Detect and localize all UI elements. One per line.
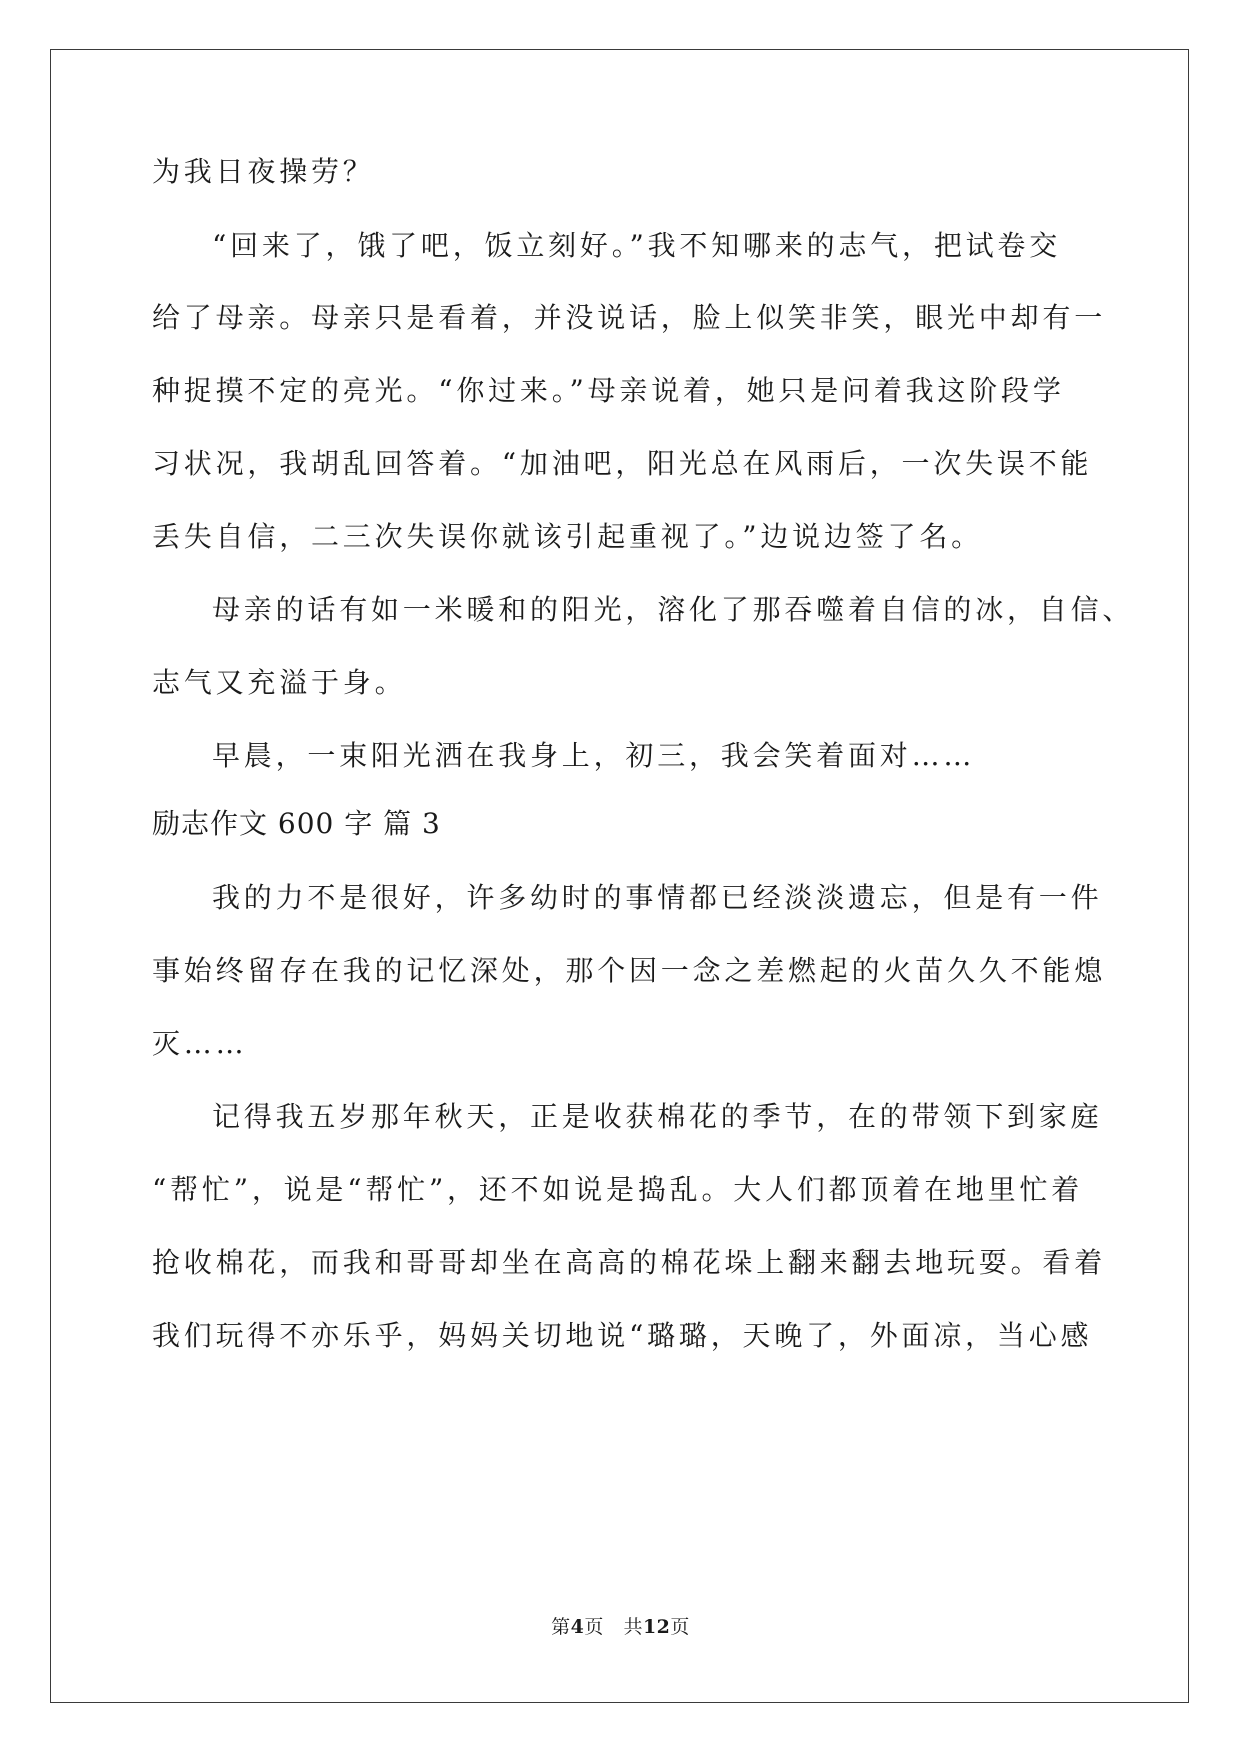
footer-prefix: 第 bbox=[551, 1616, 571, 1638]
text-line: 习状况，我胡乱回答着。“加油吧，阳光总在风雨后，一次失误不能 bbox=[152, 447, 1093, 480]
text-line: 我们玩得不亦乐乎，妈妈关切地说“璐璐，天晚了，外面凉，当心感 bbox=[152, 1319, 1093, 1352]
text-line: 种捉摸不定的亮光。“你过来。”母亲说着，她只是问着我这阶段学 bbox=[152, 374, 1065, 407]
text-line: 灭…… bbox=[152, 1027, 248, 1060]
footer-suffix: 页 bbox=[670, 1616, 690, 1638]
text-line: 抢收棉花，而我和哥哥却坐在高高的棉花垛上翻来翻去地玩耍。看着 bbox=[152, 1246, 1107, 1279]
page-footer bbox=[0, 1612, 1241, 1639]
current-page-number: 4 bbox=[570, 1616, 585, 1638]
section-heading: 励志作文 600 字 篇 3 bbox=[152, 807, 441, 840]
text-line: 事始终留存在我的记忆深处，那个因一念之差燃起的火苗久久不能熄 bbox=[152, 954, 1107, 987]
text-line: 我的力不是很好，许多幼时的事情都已经淡淡遗忘，但是有一件 bbox=[212, 881, 1103, 914]
text-line: 为我日夜操劳？ bbox=[152, 155, 375, 188]
text-line: 母亲的话有如一米暖和的阳光，溶化了那吞噬着自信的冰，自信、 bbox=[212, 593, 1135, 626]
text-line: “回来了，饿了吧，饭立刻好。”我不知哪来的志气，把试卷交 bbox=[212, 229, 1062, 262]
text-line: 早晨，一束阳光洒在我身上，初三，我会笑着面对…… bbox=[212, 739, 976, 772]
text-line: 记得我五岁那年秋天，正是收获棉花的季节，在的带领下到家庭 bbox=[212, 1100, 1103, 1133]
page-frame bbox=[50, 49, 1189, 1703]
text-line: 丢失自信，二三次失误你就该引起重视了。”边说边签了名。 bbox=[152, 520, 983, 553]
text-line: 志气又充溢于身。 bbox=[152, 666, 407, 699]
text-line: 给了母亲。母亲只是看着，并没说话，脸上似笑非笑，眼光中却有一 bbox=[152, 301, 1107, 334]
footer-mid: 页 共 bbox=[584, 1616, 643, 1638]
total-page-number: 12 bbox=[642, 1616, 671, 1638]
text-line: “帮忙”，说是“帮忙”，还不如说是捣乱。大人们都顶着在地里忙着 bbox=[152, 1173, 1084, 1206]
